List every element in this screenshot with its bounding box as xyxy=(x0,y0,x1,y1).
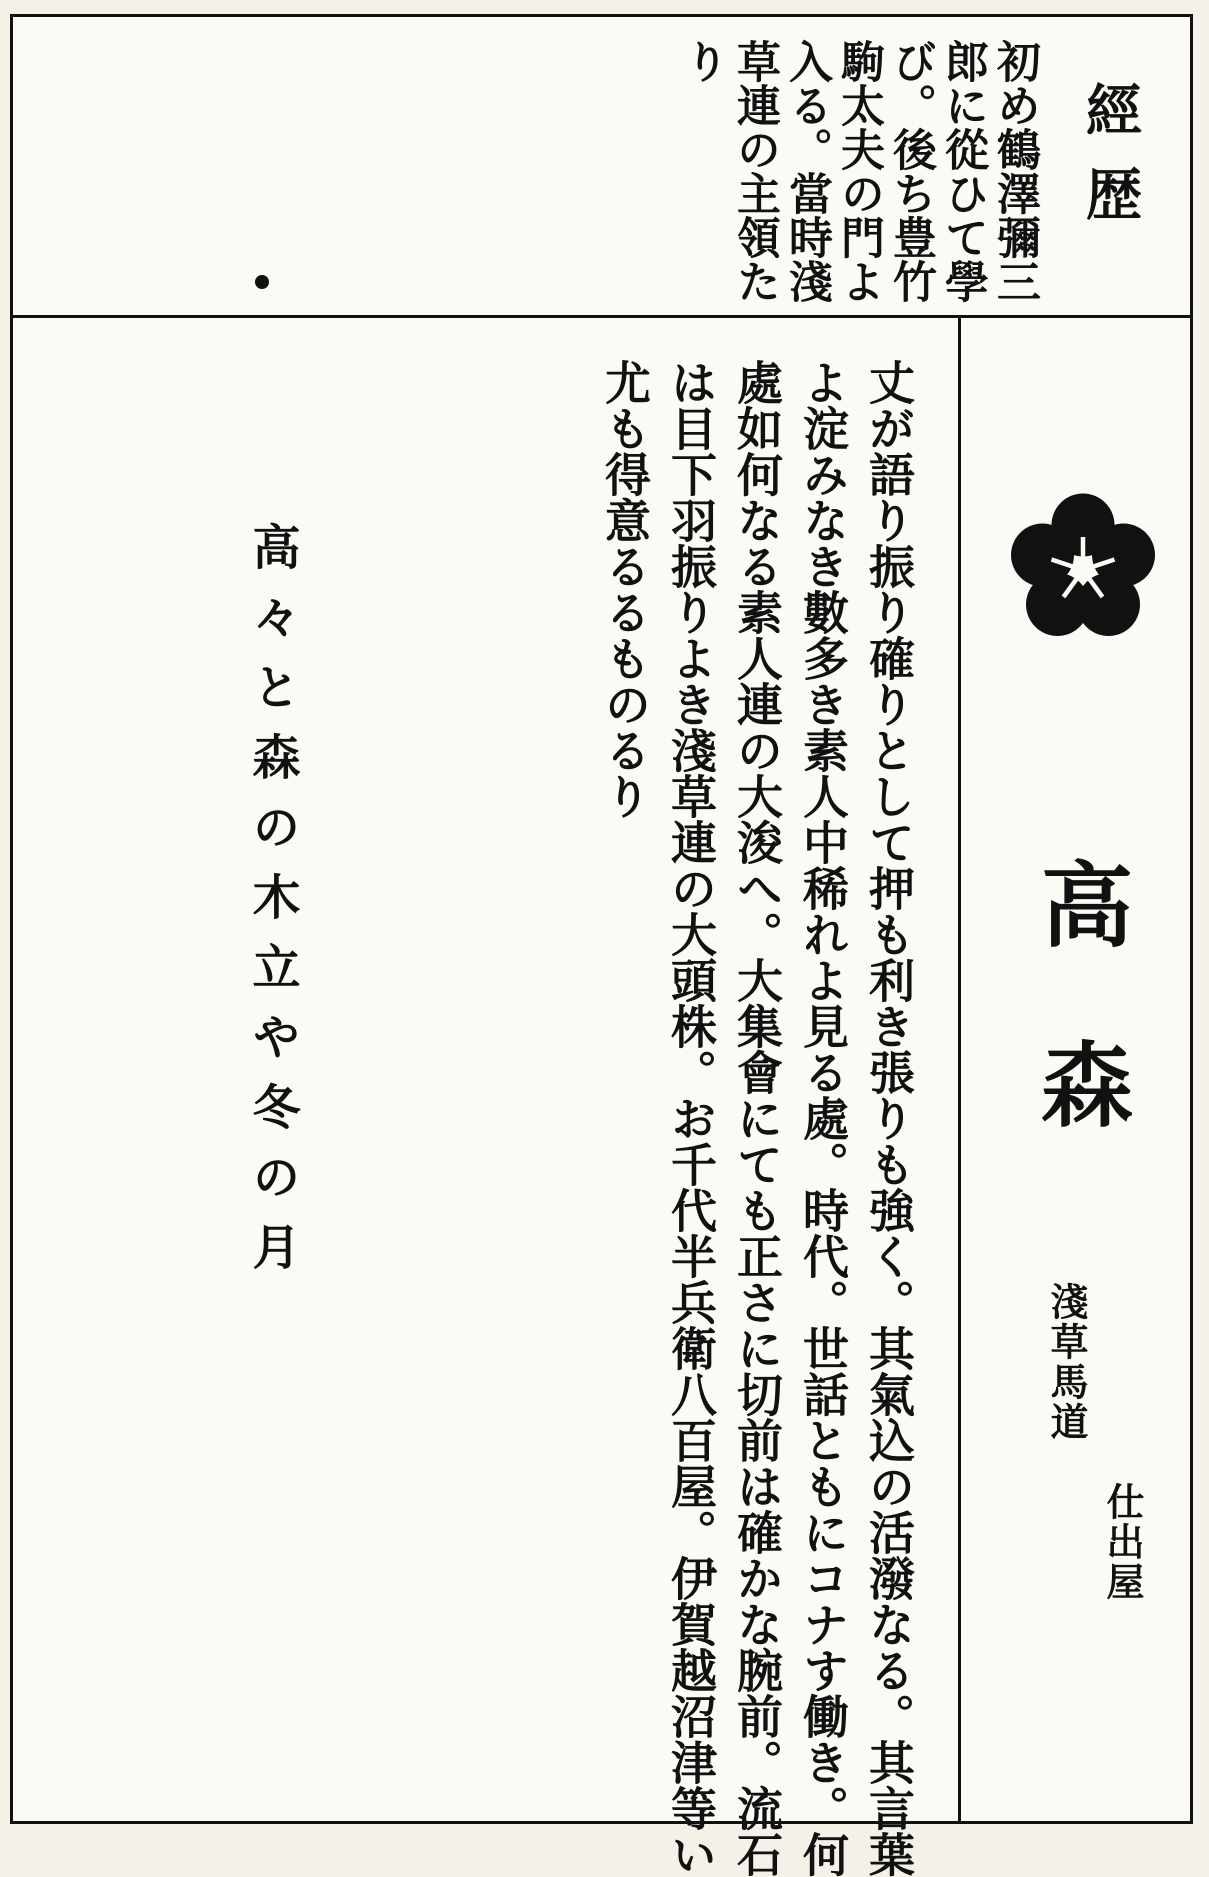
performer-shop: 仕出屋 xyxy=(1100,1482,1145,1602)
performer-name: 高森 xyxy=(1026,857,1134,1217)
plum-blossom-crest-icon xyxy=(1008,492,1158,642)
biography-heading: 經歴 xyxy=(1077,81,1143,249)
biography-text: 初め鶴澤彌三 郎に從ひて學 び。後ち豊竹 駒太夫の門よ 入る。當時淺 草連の主領た り xyxy=(677,39,1040,303)
page-frame xyxy=(10,14,1193,1877)
column-divider xyxy=(958,317,961,1821)
review-text: 丈が語り振り確りとして押も利き張りも強く。其氣込の活潑なる。其言葉 よ淀みなき數多き素人中稀れよ見る處。時代。世話ともにコナす働き。何 處如何なる素人連の大浚へ。大集會にても正さに切前は確かな腕前。流石 は目下羽振りよき淺草連の大頭株。お千代半兵衛八百屋。伊賀越沼津等い 尤も得意るるものるり xyxy=(598,359,916,1877)
haiku: 高々と森の木立や冬の月 xyxy=(244,522,300,1292)
performer-address: 淺草馬道 xyxy=(1044,1282,1089,1442)
ink-dot xyxy=(255,275,269,289)
